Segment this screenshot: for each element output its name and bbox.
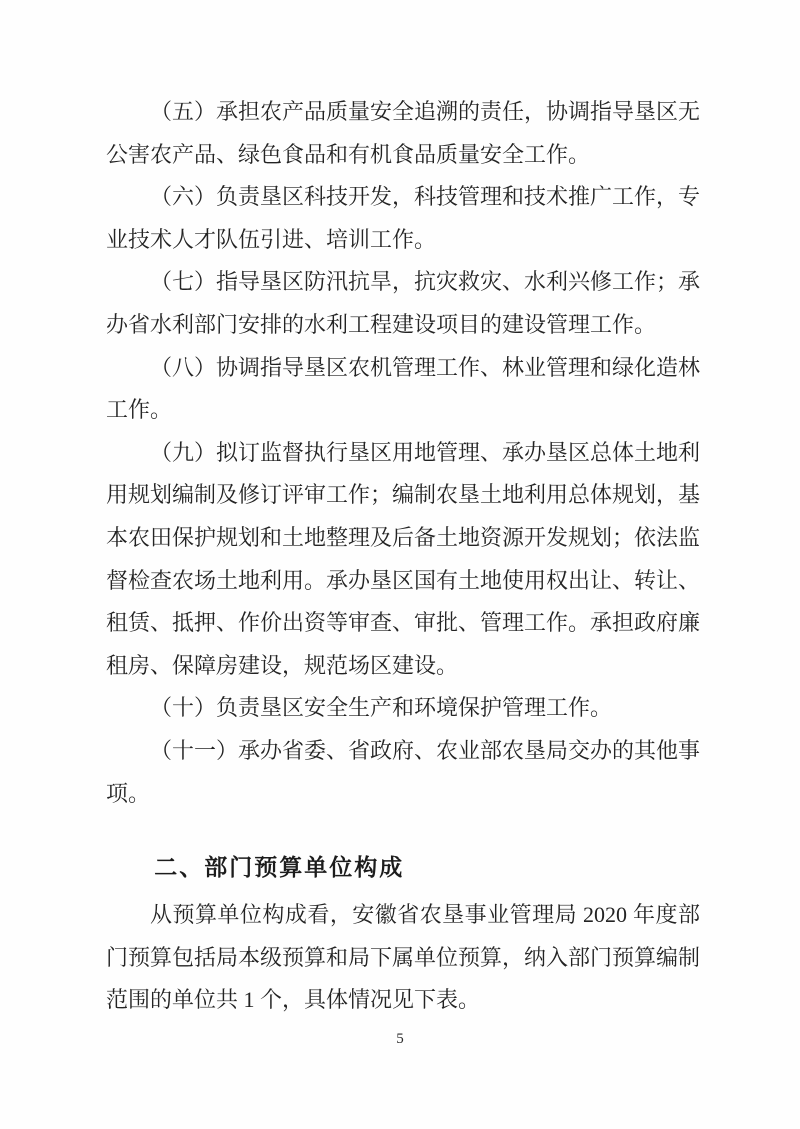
page-footer <box>0 1028 800 1050</box>
body-paragraph-10: （十）负责垦区安全生产和环境保护管理工作。 <box>150 695 613 721</box>
body-paragraph-11: （十一）承办省委、省政府、农业部农垦局交办的其他事项。 <box>106 737 701 806</box>
body-paragraph-9: （九）拟订监督执行垦区用地管理、承办垦区总体土地利用规划编制及修订评审工作；编制农垦土地利用总体规划，基本农田保护规划和土地整理及后备土地资源开发规划；依法监督检查农场土地利用。承办垦区国有土地使用权出让、转让、租赁、抵押、作价出资等审查、审批、管理工作。承担政府廉租房、保障房建设，规范场区建设。 <box>106 439 701 678</box>
section-paragraph: 从预算单位构成看，安徽省农垦事业管理局 2020 年度部门预算包括局本级预算和局下属单位预算，纳入部门预算编制范围的单位共 1 个，具体情况见下表。 <box>106 902 701 1013</box>
section-heading: 二、部门预算单位构成 <box>154 854 405 881</box>
page-number: 5 <box>396 1031 404 1047</box>
body-paragraph-6: （六）负责垦区科技开发，科技管理和技术推广工作，专业技术人才队伍引进、培训工作。 <box>106 184 701 252</box>
body-paragraph-7: （七）指导垦区防汛抗旱，抗灾救灾、水利兴修工作；承办省水利部门安排的水利工程建设项目的建设管理工作。 <box>106 269 701 337</box>
body-paragraph-8: （八）协调指导垦区农机管理工作、林业管理和绿化造林工作。 <box>106 354 701 423</box>
body-paragraph-5: （五）承担农产品质量安全追溯的责任，协调指导垦区无公害农产品、绿色食品和有机食品质量安全工作。 <box>106 99 701 167</box>
